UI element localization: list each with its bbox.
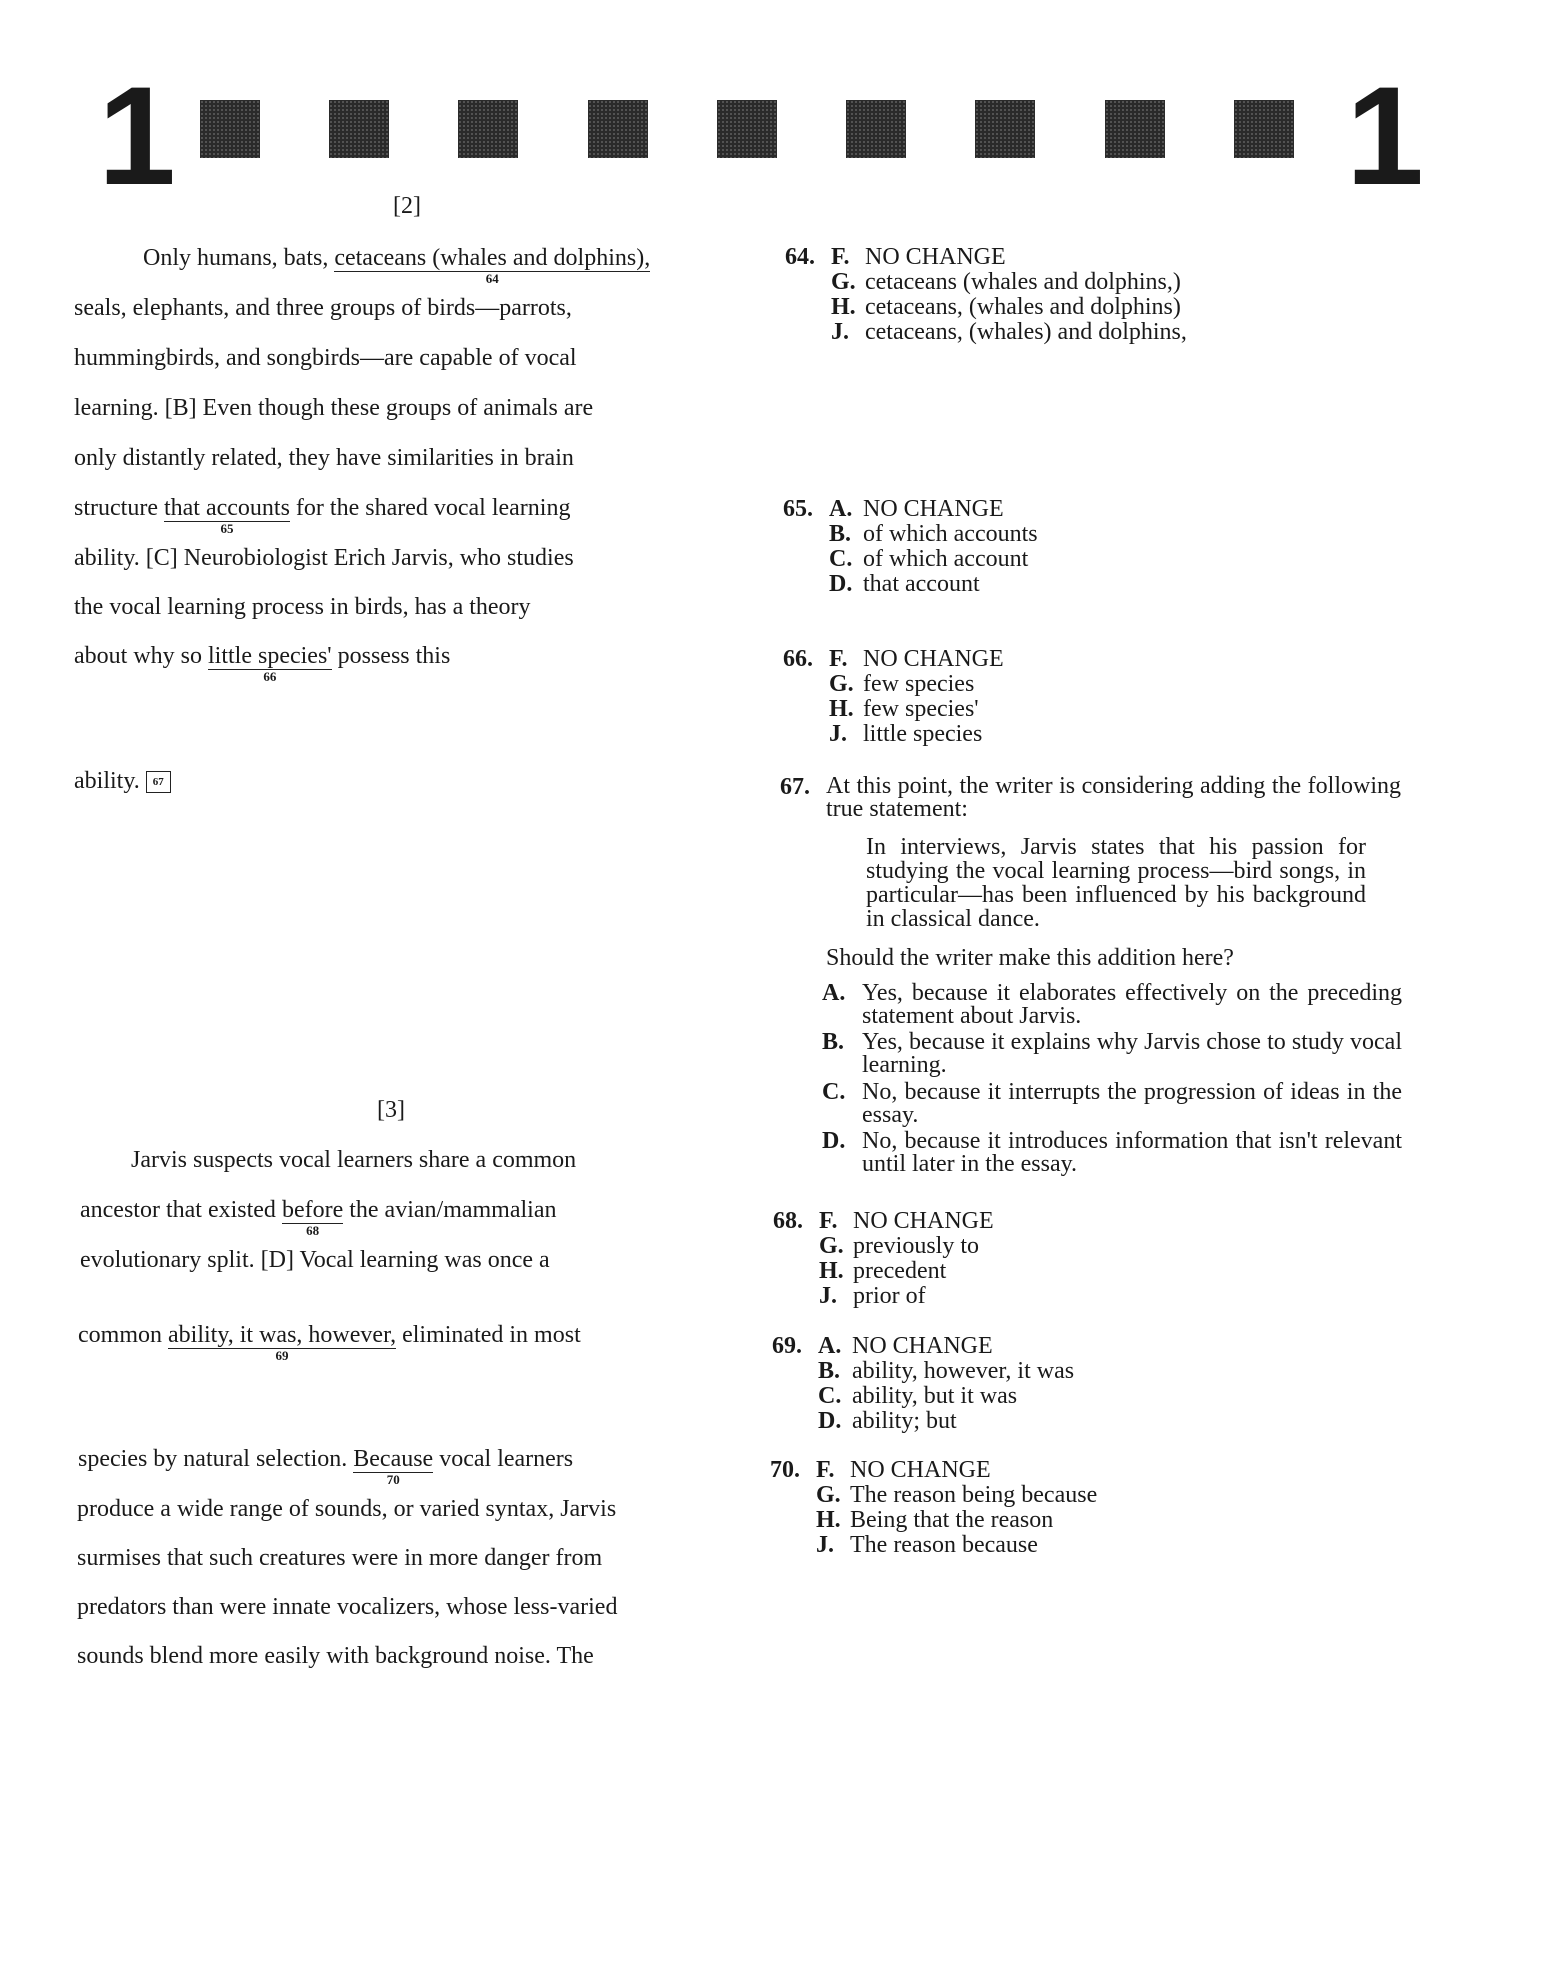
- passage-line: learning. [B] Even though these groups of animals are: [74, 395, 594, 421]
- question-ref-68: 68: [306, 1223, 320, 1239]
- answer-option[interactable]: F. NO CHANGE: [819, 1208, 994, 1234]
- passage-line: surmises that such creatures were in more danger from: [77, 1545, 603, 1571]
- question-number: 67.: [780, 774, 810, 800]
- passage-line: evolutionary split. [D] Vocal learning was once a: [80, 1247, 550, 1273]
- passage-line: common ability, it was, however, 69 eliminated in most: [78, 1322, 581, 1364]
- section-label-3: [3]: [377, 1097, 405, 1123]
- question-ref-66: 66: [263, 669, 277, 685]
- question-box-67[interactable]: 67: [146, 771, 171, 793]
- answer-option[interactable]: C. No, because it interrupts the progression of ideas in the essay.: [822, 1079, 1402, 1128]
- passage-line: structure that accounts 65 for the shared vocal learning: [74, 495, 571, 537]
- section-number-left: 1: [98, 57, 172, 214]
- answer-option[interactable]: J. little species: [829, 721, 983, 747]
- answer-option[interactable]: J. The reason because: [816, 1532, 1038, 1558]
- header-square: [846, 100, 906, 158]
- passage-line: hummingbirds, and songbirds—are capable of vocal: [74, 345, 577, 371]
- underlined-phrase-70[interactable]: Because 70: [353, 1446, 434, 1488]
- passage-line: produce a wide range of sounds, or varied syntax, Jarvis: [77, 1496, 617, 1522]
- question-stem: At this point, the writer is considering adding the following true statement:: [826, 773, 1401, 822]
- answer-option[interactable]: H. cetaceans, (whales and dolphins): [831, 294, 1181, 320]
- header-square: [458, 100, 518, 158]
- question-ref-64: 64: [485, 271, 499, 287]
- underlined-phrase-69[interactable]: ability, it was, however, 69: [168, 1322, 397, 1364]
- answer-option[interactable]: G. previously to: [819, 1233, 979, 1259]
- answer-option[interactable]: C. ability, but it was: [818, 1383, 1018, 1409]
- answer-option[interactable]: H. precedent: [819, 1258, 947, 1284]
- answer-option[interactable]: D. No, because it introduces information that isn't relevant until later in the essay.: [822, 1128, 1402, 1177]
- section-label-2: [2]: [393, 193, 421, 219]
- question-number: 69.: [772, 1333, 802, 1359]
- answer-option[interactable]: H. few species': [829, 696, 979, 722]
- question-ref-65: 65: [220, 521, 234, 537]
- passage-line: ability. [C] Neurobiologist Erich Jarvis, who studies: [74, 545, 574, 571]
- header-square: [200, 100, 260, 158]
- question-number: 64.: [785, 244, 815, 270]
- answer-option[interactable]: G. The reason being because: [816, 1482, 1098, 1508]
- question-number: 65.: [783, 496, 813, 522]
- header-square: [588, 100, 648, 158]
- answer-option[interactable]: G. few species: [829, 671, 975, 697]
- answer-option[interactable]: F. NO CHANGE: [816, 1457, 991, 1483]
- passage-line: Jarvis suspects vocal learners share a common: [131, 1147, 577, 1173]
- question-number: 68.: [773, 1208, 803, 1234]
- question-prompt: Should the writer make this addition here?: [826, 945, 1234, 971]
- header-square: [329, 100, 389, 158]
- passage-line: predators than were innate vocalizers, whose less-varied: [77, 1594, 618, 1620]
- answer-option[interactable]: G. cetaceans (whales and dolphins,): [831, 269, 1181, 295]
- answer-option[interactable]: F. NO CHANGE: [829, 646, 1004, 672]
- answer-option[interactable]: C. of which account: [829, 546, 1029, 572]
- question-ref-69: 69: [275, 1348, 289, 1364]
- answer-option[interactable]: A. NO CHANGE: [818, 1333, 993, 1359]
- answer-option[interactable]: A. Yes, because it elaborates effectively on the preceding statement about Jarvis.: [822, 980, 1402, 1029]
- answer-option[interactable]: J. cetaceans, (whales) and dolphins,: [831, 319, 1187, 345]
- question-number: 66.: [783, 646, 813, 672]
- passage-line: the vocal learning process in birds, has a theory: [74, 594, 531, 620]
- header-square: [975, 100, 1035, 158]
- question-ref-70: 70: [386, 1472, 400, 1488]
- question-quote: In interviews, Jarvis states that his passion for studying the vocal learning process—bird songs, in particular—has been influenced by his background in classical dance.: [866, 834, 1366, 932]
- passage-line: about why so little species' 66 possess this: [74, 643, 451, 685]
- header-square: [1234, 100, 1294, 158]
- section-number-right: 1: [1346, 57, 1420, 214]
- passage-line: seals, elephants, and three groups of birds—parrots,: [74, 295, 572, 321]
- header-square: [1105, 100, 1165, 158]
- answer-option[interactable]: J. prior of: [819, 1283, 926, 1309]
- answer-option[interactable]: B. ability, however, it was: [818, 1358, 1075, 1384]
- passage-line: only distantly related, they have similarities in brain: [74, 445, 574, 471]
- answer-option[interactable]: D. ability; but: [818, 1408, 957, 1434]
- answer-option[interactable]: B. of which accounts: [829, 521, 1038, 547]
- passage-line: sounds blend more easily with background noise. The: [77, 1643, 594, 1669]
- passage-line: Only humans, bats, cetaceans (whales and dolphins), 64: [143, 245, 651, 287]
- passage-line: ancestor that existed before 68 the avian/mammalian: [80, 1197, 557, 1239]
- underlined-phrase-66[interactable]: little species' 66: [208, 643, 332, 685]
- answer-option[interactable]: H. Being that the reason: [816, 1507, 1054, 1533]
- underlined-phrase-64[interactable]: cetaceans (whales and dolphins), 64: [334, 245, 651, 287]
- passage-line: ability. 67: [74, 768, 171, 795]
- answer-option[interactable]: D. that account: [829, 571, 980, 597]
- answer-option[interactable]: A. NO CHANGE: [829, 496, 1004, 522]
- underlined-phrase-65[interactable]: that accounts 65: [163, 495, 290, 537]
- passage-line: species by natural selection. Because 70 vocal learners: [78, 1446, 574, 1488]
- question-number: 70.: [770, 1457, 800, 1483]
- answer-option[interactable]: B. Yes, because it explains why Jarvis chose to study vocal learning.: [822, 1029, 1402, 1078]
- header-square: [717, 100, 777, 158]
- answer-option[interactable]: F. NO CHANGE: [831, 244, 1006, 270]
- underlined-phrase-68[interactable]: before 68: [281, 1197, 344, 1239]
